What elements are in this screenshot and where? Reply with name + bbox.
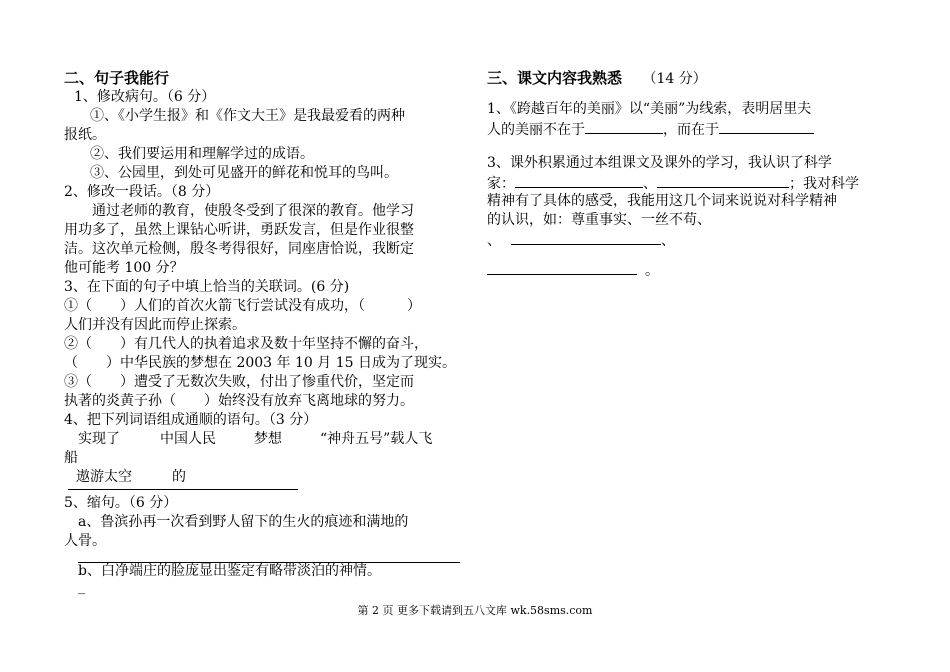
question-text: 、 — [487, 233, 501, 249]
question-text: 、 — [643, 176, 657, 192]
word-item: 遨游太空 — [76, 469, 132, 485]
answer-blank[interactable] — [515, 173, 643, 188]
word-item: 实现了 — [78, 431, 120, 447]
paragraph-line: 用功多了，虽然上课钻心听讲，勇跃发言，但是作业很整 — [64, 222, 414, 238]
word-item: 梦想 — [254, 431, 282, 447]
fill-blank-line: ③（ ）遭受了无数次失败，付出了惨重代价，坚定而 — [64, 374, 414, 390]
sentence-text: 报纸。 — [64, 127, 106, 143]
question-line — [487, 260, 659, 281]
question-title: 3、在下面的句子中填上恰当的关联词。(6 分) — [64, 279, 350, 295]
question-line — [487, 230, 675, 251]
question-title: 1、修改病句。（6 分） — [74, 89, 216, 105]
word-item: 的 — [172, 469, 186, 485]
question-text: 家： — [487, 176, 515, 192]
question-line — [487, 173, 859, 194]
question-line: 3、课外积累通过本组课文及课外的学习，我认识了科学 — [487, 155, 832, 171]
answer-blank[interactable] — [719, 119, 814, 134]
question-title: 4、把下列词语组成通顺的语句。（3 分） — [64, 412, 318, 428]
question-line — [487, 119, 814, 140]
sentence-text: ②、我们要运用和理解学过的成语。 — [90, 146, 314, 162]
word-item: 船 — [64, 450, 78, 466]
question-text: ；我对科学 — [789, 176, 859, 192]
paragraph-line: 他可能考 100 分？ — [64, 260, 184, 276]
page-footer: 第 2 页 更多下载请到五八文库 wk.58sms.com — [357, 604, 593, 617]
word-item: 中国人民 — [160, 431, 216, 447]
fill-blank-line: ②（ ）有几代人的执着追求及数十年坚持不懈的奋斗， — [64, 336, 428, 352]
fill-blank-line: 人们并没有因此而停止探索。 — [64, 317, 246, 333]
question-line: 精神有了具体的感受，我能用这几个词来说说对科学精神 — [487, 193, 837, 209]
sentence-text: a、鲁滨孙再一次看到野人留下的生火的痕迹和满地的 — [78, 514, 409, 530]
question-text: ，而在于 — [663, 122, 719, 138]
paragraph-line: 通过老师的教育，使殷冬受到了很深的教育。他学习 — [92, 203, 414, 219]
section-heading: 三、课文内容我熟悉 — [487, 69, 623, 87]
section-heading-row — [487, 69, 707, 89]
question-text: 、 — [661, 233, 675, 249]
answer-blank[interactable] — [487, 260, 637, 275]
question-text: 人的美丽不在于 — [487, 122, 585, 138]
answer-blank[interactable] — [511, 230, 661, 245]
word-item: “神舟五号”载人飞 — [320, 431, 433, 447]
sentence-text: ③、公园里，到处可见盛开的鲜花和悦耳的鸟叫。 — [90, 165, 398, 181]
question-line: 的认识，如：尊重事实、一丝不苟、 — [487, 212, 711, 228]
question-line: 1、《跨越百年的美丽》以“美丽”为线索，表明居里夫 — [487, 101, 812, 117]
question-title: 5、缩句。（6 分） — [64, 495, 178, 511]
paragraph-line: 洁。这次单元检侧，殷冬考得很好，同座唐恰说，我断定 — [64, 241, 414, 257]
answer-blank[interactable] — [585, 119, 663, 134]
sentence-text: ①、《小学生报》和《作文大王》是我最爱看的两种 — [90, 108, 405, 124]
section-heading: 二、句子我能行 — [64, 69, 170, 87]
fill-blank-line: 执著的炎黄子孙（ ）始终没有放弃飞离地球的努力。 — [64, 393, 414, 409]
fill-blank-line: ①（ ）人们的首次火箭飞行尝试没有成功，（ ） — [64, 298, 421, 314]
answer-blank[interactable] — [657, 173, 789, 188]
sentence-text: 人骨。 — [64, 533, 106, 549]
fill-blank-line: （ ）中华民族的梦想在 2003 年 10 月 15 日成为了现实。 — [64, 355, 456, 371]
section-score: （14 分） — [642, 71, 707, 87]
answer-blank: _ — [78, 579, 85, 595]
question-title: 2、修改一段话。（8 分） — [64, 184, 220, 200]
answer-line[interactable] — [68, 489, 298, 490]
question-text: 。 — [645, 263, 659, 279]
sentence-text: b、白净端庄的脸庞显出鉴定有略带淡泊的神情。 — [78, 563, 381, 579]
